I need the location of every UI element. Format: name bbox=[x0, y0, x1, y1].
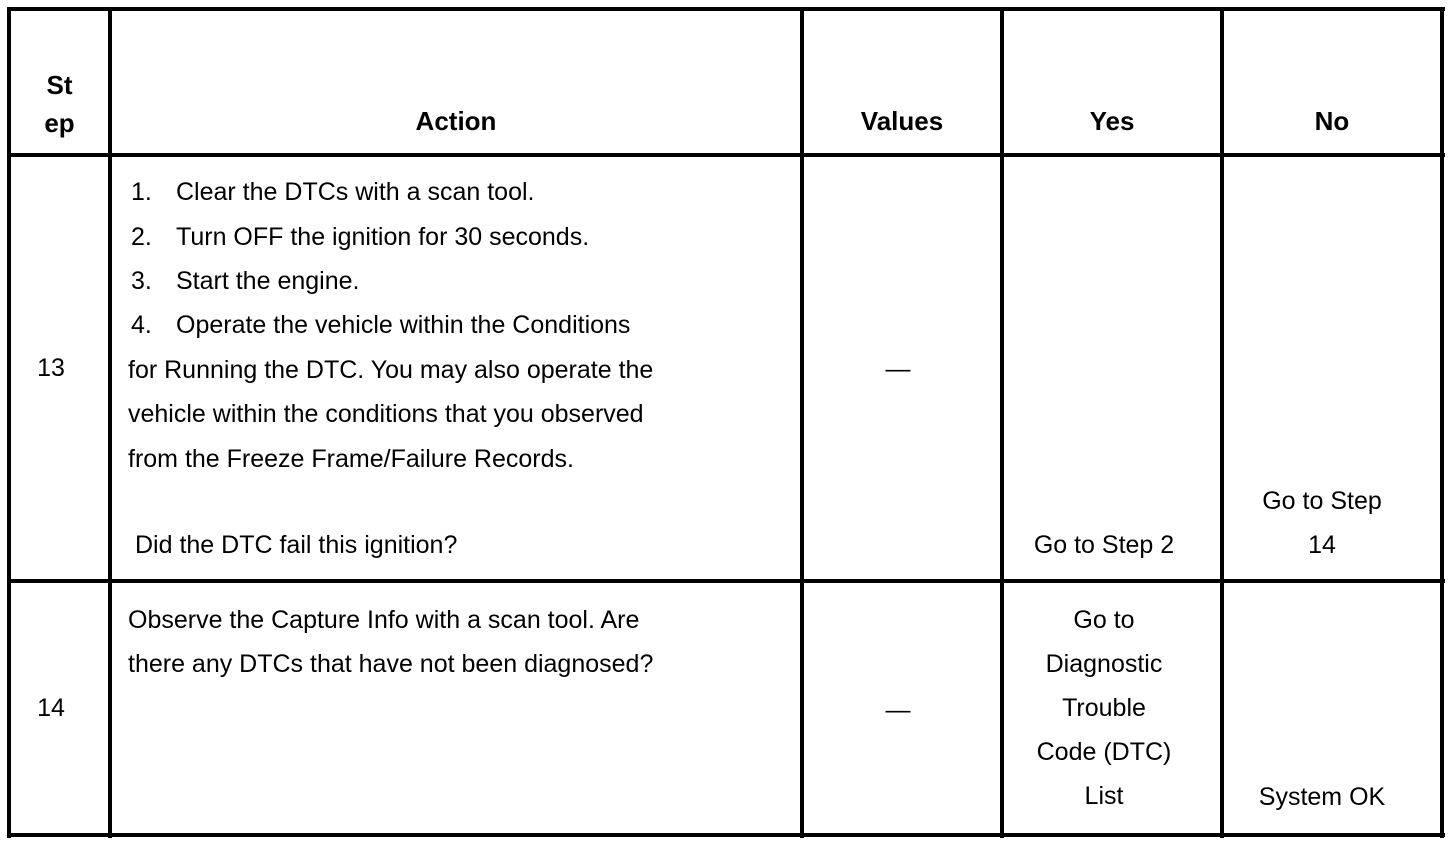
header-step-line1: St bbox=[46, 70, 73, 100]
header-step-line2: ep bbox=[44, 108, 75, 138]
list-item-text: Clear the DTCs with a scan tool. bbox=[176, 178, 535, 206]
table-bottom-border bbox=[7, 833, 1445, 837]
step-number: 14 bbox=[37, 694, 65, 722]
values-dash: — bbox=[885, 696, 911, 724]
list-item-number: 3. bbox=[131, 267, 152, 295]
action-continuation-line: vehicle within the conditions that you observed bbox=[128, 400, 644, 428]
yes-result-line: Code (DTC) bbox=[1036, 738, 1172, 766]
row-13-bottom-border bbox=[7, 579, 1445, 583]
table-right-border bbox=[1440, 8, 1444, 838]
yes-result-line: Diagnostic bbox=[1045, 650, 1163, 678]
header-action: Action bbox=[415, 106, 497, 136]
header-step bbox=[11, 66, 108, 142]
action-line: Observe the Capture Info with a scan tool. Are bbox=[128, 606, 640, 634]
no-result bbox=[1224, 479, 1420, 567]
no-result: System OK bbox=[1258, 783, 1386, 811]
yes-result bbox=[1004, 598, 1204, 818]
no-result-line2: 14 bbox=[1308, 531, 1336, 559]
list-item-number: 1. bbox=[131, 178, 152, 206]
header-no: No bbox=[1314, 106, 1350, 136]
action-continuation-line: from the Freeze Frame/Failure Records. bbox=[128, 445, 574, 473]
header-yes: Yes bbox=[1089, 106, 1135, 136]
action-line: there any DTCs that have not been diagnosed? bbox=[128, 650, 654, 678]
list-item bbox=[131, 215, 589, 259]
list-item bbox=[131, 303, 630, 347]
action-continuation-line: for Running the DTC. You may also operate the bbox=[128, 356, 654, 384]
list-item-number: 2. bbox=[131, 223, 152, 251]
no-result-line1: Go to Step bbox=[1262, 487, 1382, 515]
yes-result: Go to Step 2 bbox=[1033, 531, 1175, 559]
list-item bbox=[131, 170, 534, 214]
step-number: 13 bbox=[37, 354, 65, 382]
yes-result-line: Trouble bbox=[1062, 694, 1146, 722]
list-item-text: Turn OFF the ignition for 30 seconds. bbox=[176, 223, 590, 251]
list-item-number: 4. bbox=[131, 311, 152, 339]
values-dash: — bbox=[885, 355, 911, 383]
yes-result-line: Go to bbox=[1073, 606, 1135, 634]
list-item bbox=[131, 259, 359, 303]
header-bottom-border bbox=[7, 153, 1445, 157]
list-item-text: Start the engine. bbox=[176, 267, 360, 295]
list-item-text: Operate the vehicle within the Conditions bbox=[176, 311, 631, 339]
action-question: Did the DTC fail this ignition? bbox=[135, 531, 458, 559]
header-values: Values bbox=[860, 106, 944, 136]
yes-result-line: List bbox=[1084, 782, 1124, 810]
table-top-border bbox=[7, 7, 1445, 11]
